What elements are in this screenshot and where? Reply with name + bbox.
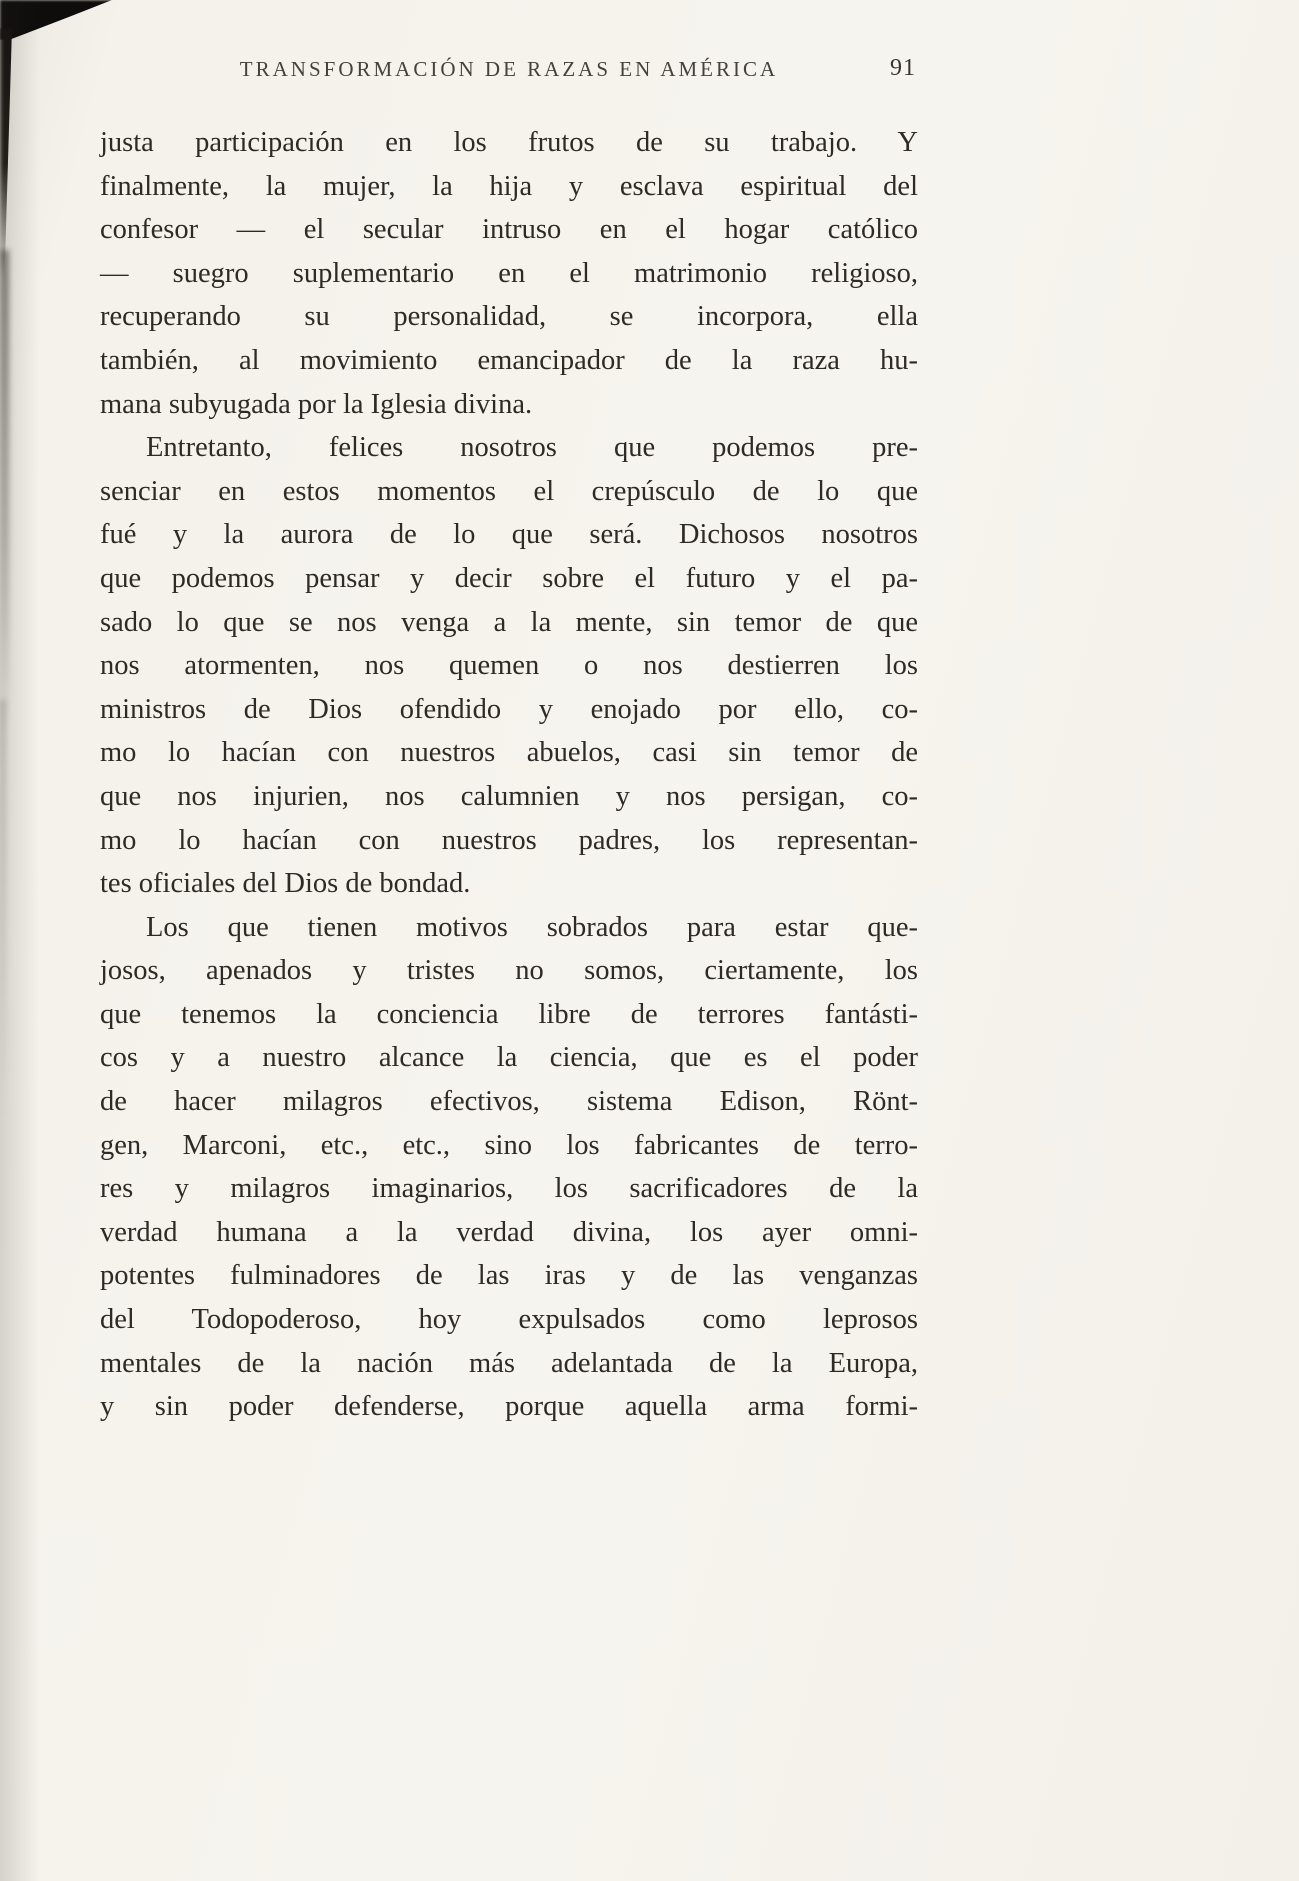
text-line: que podemos pensar y decir sobre el futuro y el pa- xyxy=(100,562,918,594)
binding-smudge-faint xyxy=(0,700,6,1120)
text-line: Entretanto, felices nosotros que podemos pre- xyxy=(146,432,918,464)
text-line: Los que tienen motivos sobrados para estar que- xyxy=(146,911,918,943)
text-line: — suegro suplementario en el matrimonio religioso, xyxy=(100,257,918,289)
scan-corner-mark xyxy=(0,0,112,40)
text-line: y sin poder defenderse, porque aquella arma formi- xyxy=(100,1391,918,1423)
text-line: justa participación en los frutos de su trabajo. Y xyxy=(100,127,918,158)
text-line: que tenemos la conciencia libre de terrores fantásti- xyxy=(100,998,918,1030)
text-line: ministros de Dios ofendido y enojado por ello, co- xyxy=(100,693,918,725)
body-text xyxy=(100,121,918,1429)
running-header xyxy=(100,57,918,82)
binding-shadow xyxy=(0,28,16,278)
text-line: josos, apenados y tristes no somos, ciertamente, los xyxy=(100,955,918,987)
text-line: confesor — el secular intruso en el hogar católico xyxy=(100,214,918,246)
text-line: finalmente, la mujer, la hija y esclava espiritual del xyxy=(100,170,918,202)
text-line: cos y a nuestro alcance la ciencia, que es el poder xyxy=(100,1042,918,1074)
text-line: gen, Marconi, etc., etc., sino los fabricantes de terro- xyxy=(100,1129,918,1161)
text-line: sado lo que se nos venga a la mente, sin temor de que xyxy=(100,606,918,638)
text-line: recuperando su personalidad, se incorpora, ella xyxy=(100,301,918,333)
text-line: fué y la aurora de lo que será. Dichosos nosotros xyxy=(100,519,918,551)
header-title: TRANSFORMACIÓN DE RAZAS EN AMÉRICA xyxy=(239,57,779,81)
text-line: que nos injurien, nos calumnien y nos persigan, co- xyxy=(100,780,918,812)
text-line: también, al movimiento emancipador de la raza hu- xyxy=(100,344,918,376)
text-line: res y milagros imaginarios, los sacrificadores de la xyxy=(100,1173,918,1205)
text-line: mo lo hacían con nuestros abuelos, casi sin temor de xyxy=(100,737,918,769)
text-line: verdad humana a la verdad divina, los ayer omni- xyxy=(100,1216,918,1248)
text-line: del Todopoderoso, hoy expulsados como leprosos xyxy=(100,1304,918,1336)
text-line: tes oficiales del Dios de bondad. xyxy=(100,868,471,900)
text-line: nos atormenten, nos quemen o nos destierren los xyxy=(100,650,918,682)
text-line: mana subyugada por la Iglesia divina. xyxy=(100,388,533,420)
text-line: senciar en estos momentos el crepúsculo de lo que xyxy=(100,475,918,507)
text-line: potentes fulminadores de las iras y de las venganzas xyxy=(100,1260,918,1292)
text-line: de hacer milagros efectivos, sistema Edison, Rönt- xyxy=(100,1086,918,1118)
text-line: mentales de la nación más adelantada de la Europa, xyxy=(100,1347,918,1379)
binding-smudge xyxy=(0,250,9,730)
page-number: 91 xyxy=(890,55,916,81)
text-line: mo lo hacían con nuestros padres, los representan- xyxy=(100,824,918,856)
